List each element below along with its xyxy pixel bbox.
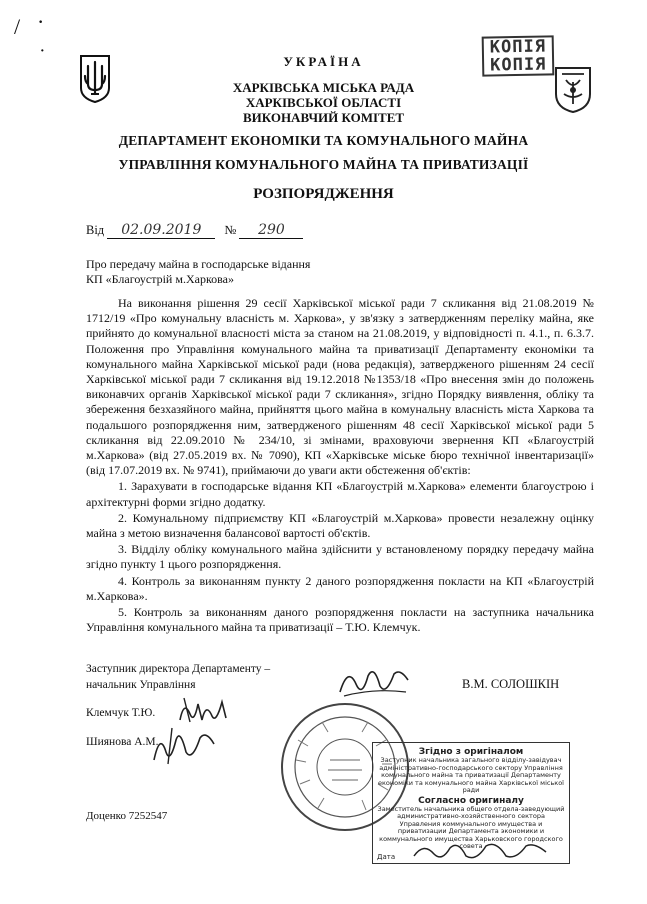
copy-stamp-line: КОПІЯ — [489, 36, 547, 58]
approver-2: Шиянова А.М. — [86, 736, 159, 748]
executor-info: Доценко 7252547 — [86, 810, 168, 822]
committee-title: ВИКОНАВЧИЙ КОМІТЕТ — [242, 110, 405, 125]
number-label: № — [224, 223, 237, 237]
directorate-title: УПРАВЛІННЯ КОМУНАЛЬНОГО МАЙНА ТА ПРИВАТИЗАЦІЇ — [118, 157, 529, 172]
document-type: РОЗПОРЯДЖЕННЯ — [253, 186, 394, 202]
number-value: 290 — [239, 222, 303, 239]
subject — [86, 257, 310, 287]
handwritten-signature-icon — [334, 662, 414, 702]
body-item-5: 5. Контроль за виконанням даного розпорядження покласти на заступника начальника Управління комунального майна та приватизації – Т.Ю. Клемчук. — [86, 605, 594, 635]
document-meta — [86, 222, 326, 239]
approver-2-signature-icon — [150, 724, 220, 768]
department-title: ДЕПАРТАМЕНТ ЕКОНОМІКИ ТА КОМУНАЛЬНОГО МАЙНА — [118, 133, 529, 148]
body-item-3: 3. Відділу обліку комунального майна здійснити у встановленому порядку передачу майна згідно пункту 1 цього розпорядження. — [86, 542, 594, 572]
subject-line: КП «Благоустрій м.Харкова» — [86, 272, 234, 286]
region-title: ХАРКІВСЬКОЇ ОБЛАСТІ — [245, 95, 402, 110]
stamp-date-label: Дата — [377, 852, 396, 861]
stamp-heading-ua: Згідно з оригіналом — [418, 747, 524, 757]
date-value: 02.09.2019 — [107, 222, 215, 239]
stamp-text-ru: Заместитель начальника общего отдела-заведующий административно-хозяйственного сектора Управления коммунального имущества и приватизации Департамента экономики и коммунального имущества Харьковского городского совета — [377, 804, 565, 850]
stamp-signature-icon — [410, 838, 550, 864]
date-label: Від — [86, 223, 105, 237]
corner-dot: · — [38, 14, 44, 31]
council-title: ХАРКІВСЬКА МІСЬКА РАДА — [232, 80, 415, 95]
copy-stamp-line: КОПІЯ — [489, 54, 547, 76]
corner-mark: / — [14, 14, 21, 39]
signatory-position-line: Заступник директора Департаменту – — [86, 663, 271, 675]
kharkiv-coat-of-arms-icon — [552, 64, 594, 114]
stamp-heading-ru: Согласно оригиналу — [418, 795, 524, 806]
stamp-text-ua: Заступник начальника загального відділу-завідувач адміністративно-господарського сектору Управління комунального майна та приватизації Департаменту економіки та комунального майна Харківської міської ради — [378, 756, 564, 794]
document-body — [86, 296, 594, 635]
signatory-position-line: начальник Управління — [86, 679, 196, 691]
signatory-name: В.М. СОЛОШКІН — [462, 677, 560, 691]
body-item-1: 1. Зарахувати в господарське відання КП «Благоустрій м.Харкова» елементи благоустрою і архітектурні форми згідно додатку. — [86, 479, 594, 509]
body-item-2: 2. Комунальному підприємству КП «Благоустрій м.Харкова» провести незалежну оцінку майна з метою визначення балансової вартості об'єктів. — [86, 510, 594, 541]
approver-1: Клемчук Т.Ю. — [86, 707, 156, 719]
corner-dot-2: · — [40, 44, 45, 59]
copy-stamp — [482, 35, 555, 76]
country-title: УКРАЇНА — [283, 54, 364, 69]
signatory-position — [86, 661, 270, 693]
body-item-4: 4. Контроль за виконанням пункту 2 даного розпорядження покласти на КП «Благоустрій м.Харкова». — [86, 573, 594, 603]
approver-1-signature-icon — [176, 694, 236, 728]
subject-line: Про передачу майна в господарське відання — [86, 257, 311, 271]
body-paragraph-preamble: На виконання рішення 29 сесії Харківської міської ради 7 скликання від 21.08.2019 № 1712/19 «Про комунальну власність м. Харкова», у зв'язку з затвердженням переліку майна, яке прийнято до комунальної власності міста за станом на 21.08.2019, у відповідності п. 4.1., п. 6.3.7. Положення про Управління комунального майна та приватизації Департаменту економіки та комунального майна Харківської міської ради (нова редакція), затвердженого рішенням 24 сесії Харківської міської ради 7 скликання від 19.12.2018 №1353/18 «Про внесення змін до положень виконавчих органів Харківської міської ради 7 скликання», згідно Порядку виявлення, обліку та збереження безхазяйного майна, прийняття цього майна в комунальну власність міста Харкова та подальшого розпорядження ним, затвердженого рішенням 48 сесії Харківської міської ради 5 скликання від 22.09.2010 № 234/10, зі змінами, враховуючи звернення КП «Благоустрій м.Харкова» (від 27.05.2019 вх. № 7090), КП «Харківське міське бюро технічної інвентаризації» (від 17.07.2019 вх. № 9741), приймаючи до уваги акти обстеження об'єктів: — [86, 296, 594, 478]
